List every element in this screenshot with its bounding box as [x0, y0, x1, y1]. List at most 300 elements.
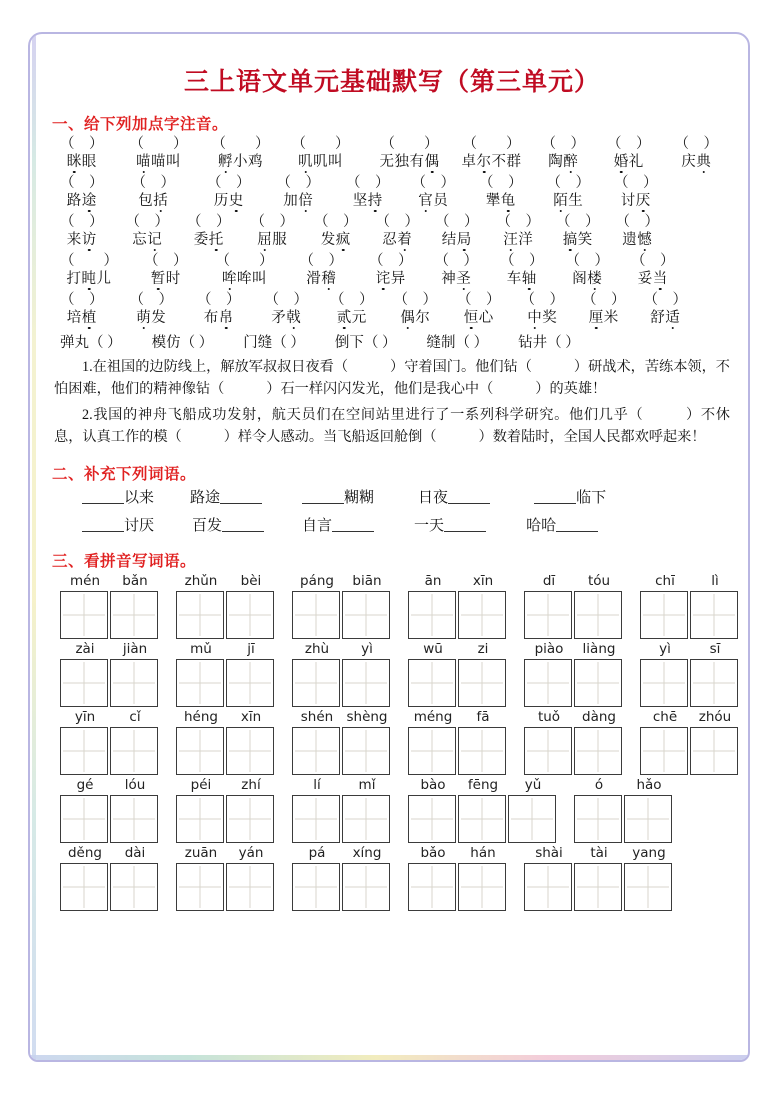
paragraph-text: ）石一样闪闪发光，他们是我心中（ — [266, 381, 494, 397]
tianzige-group — [60, 659, 160, 707]
pinyin-syllable: xíng — [352, 845, 382, 861]
pinyin-syllable: pá — [308, 845, 326, 861]
answer-parentheses[interactable]: （ ） — [363, 335, 397, 351]
tianzige-cell[interactable] — [110, 591, 158, 639]
tianzige-cell[interactable] — [226, 591, 274, 639]
pinyin-annotation-item — [132, 175, 176, 211]
tianzige-cell[interactable] — [640, 591, 688, 639]
answer-underline[interactable] — [534, 488, 576, 504]
answer-parentheses[interactable]: （ ） — [60, 253, 118, 269]
tianzige-group — [408, 863, 508, 911]
answer-parentheses[interactable]: （ ） — [541, 136, 585, 152]
tianzige-cell[interactable] — [342, 795, 390, 843]
pinyin-annotation-item — [265, 292, 309, 328]
pinyin-group — [640, 573, 740, 590]
pinyin-annotation-item — [435, 253, 479, 289]
tianzige-cell[interactable] — [574, 863, 622, 911]
pinyin-syllable: méng — [413, 709, 453, 725]
answer-parentheses[interactable]: （ ） — [380, 136, 439, 152]
pinyin-syllable: xīn — [240, 709, 262, 725]
spacer — [486, 514, 526, 535]
pinyin-syllable: liàng — [582, 641, 616, 657]
annotated-word: 坚持 — [352, 193, 383, 209]
word-completion-rows — [52, 486, 732, 535]
pinyin-syllable: fēng — [467, 777, 499, 793]
pinyin-group — [524, 573, 624, 590]
answer-parentheses[interactable]: （ ） — [369, 253, 413, 269]
pinyin-annotation-row — [52, 136, 732, 172]
pinyin-group — [60, 641, 160, 658]
spacer — [154, 486, 190, 507]
answer-underline[interactable] — [332, 516, 374, 532]
annotated-word: 培植 — [66, 310, 97, 326]
spacer — [264, 514, 302, 535]
tianzige-cell[interactable] — [60, 795, 108, 843]
tianzige-group — [408, 727, 508, 775]
pinyin-syllable: héng — [184, 709, 218, 725]
tianzige-cell[interactable] — [408, 659, 456, 707]
tianzige-cell[interactable] — [176, 659, 224, 707]
annotated-word: 卓尔不群 — [461, 154, 522, 170]
pinyin-syllable: shèng — [346, 709, 388, 725]
tianzige-cell[interactable] — [292, 727, 340, 775]
pinyin-annotation-item — [542, 136, 586, 172]
pinyin-syllable: páng — [300, 573, 334, 589]
pinyin-group — [176, 777, 276, 794]
pinyin-inline-item[interactable]: 弹丸（ ） — [60, 335, 122, 351]
annotated-word: 加倍 — [283, 193, 314, 209]
answer-parentheses[interactable]: （ ） — [330, 292, 374, 308]
word-completion-item[interactable] — [190, 486, 262, 507]
tianzige-cell[interactable] — [574, 795, 622, 843]
pinyin-annotation-item — [500, 253, 544, 289]
pinyin-annotation-row — [52, 253, 732, 289]
answer-parentheses[interactable]: （ ） — [125, 214, 169, 230]
paragraph-text: ）数着陆时，全国人民都欢呼起来！ — [478, 429, 706, 445]
answer-underline[interactable] — [82, 488, 124, 504]
pinyin-syllable: dī — [542, 573, 556, 589]
word-text: 百发 — [192, 518, 223, 534]
answer-underline[interactable] — [556, 516, 598, 532]
answer-parentheses[interactable]: （ ） — [211, 136, 270, 152]
pinyin-annotation-item — [479, 175, 523, 211]
answer-parentheses[interactable]: （ ） — [411, 175, 455, 191]
answer-underline[interactable] — [220, 488, 262, 504]
answer-parentheses[interactable]: （ ） — [375, 214, 419, 230]
spacer — [262, 486, 302, 507]
paragraph-text: ）的英雄！ — [535, 381, 607, 397]
tianzige-group — [640, 659, 740, 707]
pinyin-annotation-item — [130, 292, 174, 328]
answer-parentheses[interactable]: （ ） — [607, 136, 651, 152]
tianzige-cell[interactable] — [408, 795, 456, 843]
pinyin-annotation-row — [52, 214, 732, 250]
fill-blank-paragraph-2 — [52, 404, 732, 448]
answer-underline[interactable] — [444, 516, 486, 532]
answer-parentheses[interactable]: （ ） — [60, 136, 104, 152]
tianzige-cell[interactable] — [508, 795, 556, 843]
answer-parentheses[interactable]: （ ） — [187, 214, 231, 230]
paragraph-text: ）研战术，苦练本领，不怕困难，他们的精神像钻（ — [54, 359, 730, 397]
pinyin-syllable: wū — [423, 641, 443, 657]
answer-parentheses[interactable]: （ ） — [144, 253, 188, 269]
answer-parentheses[interactable]: （ ） — [582, 292, 626, 308]
tianzige-cell[interactable] — [110, 727, 158, 775]
pinyin-syllable: yì — [361, 641, 373, 657]
pinyin-syllable: lì — [711, 573, 719, 589]
annotated-word: 忘记 — [132, 232, 163, 248]
word-completion-row — [52, 486, 732, 507]
pinyin-writing-grid — [52, 573, 732, 911]
tianzige-group — [292, 659, 392, 707]
pinyin-syllable: hǎo — [636, 777, 662, 793]
answer-parentheses[interactable]: （ ） — [89, 335, 122, 351]
pinyin-group — [640, 709, 740, 726]
tianzige-cell[interactable] — [408, 727, 456, 775]
pinyin-annotation-item — [376, 214, 420, 250]
pinyin-syllable: hán — [470, 845, 496, 861]
answer-parentheses[interactable]: （ ） — [520, 292, 564, 308]
tianzige-cell[interactable] — [226, 659, 274, 707]
word-completion-item[interactable] — [418, 486, 490, 507]
answer-parentheses[interactable]: （ ） — [215, 253, 274, 269]
answer-parentheses[interactable]: （ ） — [314, 214, 358, 230]
word-text: 讨厌 — [124, 518, 155, 534]
answer-parentheses[interactable]: （ ） — [393, 292, 437, 308]
annotated-word: 暂时 — [150, 271, 181, 287]
pinyin-syllable: yán — [238, 845, 264, 861]
annotated-word: 结局 — [441, 232, 472, 248]
tianzige-cell[interactable] — [640, 727, 688, 775]
tianzige-cell[interactable] — [458, 863, 506, 911]
pinyin-syllable: xīn — [472, 573, 494, 589]
annotated-word: 孵小鸡 — [218, 154, 263, 170]
tianzige-cell[interactable] — [292, 659, 340, 707]
pinyin-group — [60, 777, 160, 794]
pinyin-inline-item[interactable]: 钻井（ ） — [518, 335, 580, 351]
pinyin-annotation-item — [300, 253, 344, 289]
tianzige-cell[interactable] — [226, 727, 274, 775]
answer-parentheses[interactable]: （ ） — [250, 214, 294, 230]
pinyin-group — [524, 641, 624, 658]
tianzige-cell[interactable] — [574, 591, 622, 639]
answer-parentheses[interactable]: （ ） — [565, 253, 609, 269]
pinyin-group — [640, 641, 740, 658]
pinyin-annotation-item — [144, 253, 188, 289]
annotated-word: 布帛 — [203, 310, 234, 326]
tianzige-group — [292, 863, 392, 911]
annotated-word: 叽叽叫 — [298, 154, 343, 170]
word-text: 日夜 — [418, 490, 449, 506]
answer-parentheses[interactable]: （ ） — [207, 175, 251, 191]
pinyin-annotation-item — [251, 214, 295, 250]
annotated-word: 喵喵叫 — [136, 154, 181, 170]
annotated-word: 屈服 — [257, 232, 288, 248]
tianzige-group — [292, 727, 392, 775]
annotated-word: 委托 — [193, 232, 224, 248]
pinyin-group — [292, 573, 392, 590]
tianzige-cell[interactable] — [60, 863, 108, 911]
pinyin-annotation-item — [126, 214, 170, 250]
tianzige-cell[interactable] — [176, 795, 224, 843]
answer-parentheses[interactable]: （ ） — [455, 335, 489, 351]
annotated-word: 忍着 — [382, 232, 413, 248]
word-completion-item[interactable] — [534, 486, 606, 507]
annotated-word: 陌生 — [553, 193, 584, 209]
tianzige-cell[interactable] — [690, 591, 738, 639]
tianzige-group — [524, 659, 624, 707]
answer-parentheses[interactable]: （ ） — [272, 335, 305, 351]
pinyin-syllable: yì — [659, 641, 671, 657]
pinyin-annotation-item — [369, 253, 413, 289]
pinyin-syllable: yīn — [74, 709, 96, 725]
tianzige-cell[interactable] — [60, 659, 108, 707]
paragraph-text: ）样令人感动。当飞船返回舱倒（ — [223, 429, 437, 445]
tianzige-cell[interactable] — [640, 659, 688, 707]
tianzige-group — [524, 591, 624, 639]
answer-underline[interactable] — [302, 488, 344, 504]
word-text: 临下 — [576, 490, 607, 506]
tianzige-cell[interactable] — [408, 591, 456, 639]
pinyin-syllable: děng — [67, 845, 102, 861]
answer-parentheses[interactable]: （ ） — [276, 175, 320, 191]
pinyin-syllable: zhù — [304, 641, 330, 657]
tianzige-group — [292, 591, 392, 639]
word-completion-item[interactable] — [414, 514, 486, 535]
tianzige-cell[interactable] — [624, 863, 672, 911]
pinyin-annotation-item — [60, 292, 104, 328]
answer-parentheses[interactable]: （ ） — [643, 292, 687, 308]
tianzige-group — [408, 591, 508, 639]
word-completion-item[interactable] — [302, 486, 374, 507]
pinyin-syllable: lí — [313, 777, 321, 793]
answer-parentheses[interactable]: （ ） — [60, 175, 104, 191]
answer-parentheses[interactable]: （ ） — [129, 136, 188, 152]
tianzige-cell[interactable] — [110, 863, 158, 911]
tianzige-cell[interactable] — [624, 795, 672, 843]
word-text: 糊糊 — [344, 490, 375, 506]
answer-parentheses[interactable]: （ ） — [547, 335, 580, 351]
answer-parentheses[interactable]: （ ） — [131, 175, 175, 191]
tianzige-cell[interactable] — [458, 659, 506, 707]
tianzige-group — [176, 795, 276, 843]
word-completion-item[interactable] — [192, 514, 264, 535]
pinyin-inline-item[interactable]: 门缝（ ） — [243, 335, 305, 351]
answer-parentheses[interactable]: （ ） — [60, 214, 104, 230]
pinyin-annotation-row — [52, 175, 732, 211]
pinyin-annotation-item — [631, 253, 675, 289]
annotated-word: 犟龟 — [485, 193, 516, 209]
pinyin-annotation-item — [380, 136, 440, 172]
answer-parentheses[interactable]: （ ） — [500, 253, 544, 269]
annotated-word: 眯眼 — [66, 154, 97, 170]
tianzige-cell[interactable] — [176, 727, 224, 775]
pinyin-group — [524, 845, 674, 862]
pinyin-annotation-item — [60, 136, 104, 172]
pinyin-annotation-item — [330, 292, 374, 328]
pinyin-syllable: mén — [69, 573, 100, 589]
tianzige-group — [60, 795, 160, 843]
annotated-word: 矛戟 — [271, 310, 302, 326]
pinyin-syllable: bǎo — [420, 845, 446, 861]
answer-parentheses[interactable]: （ ） — [180, 335, 214, 351]
pinyin-syllable: yang — [632, 845, 666, 861]
answer-parentheses[interactable]: （ ） — [299, 253, 343, 269]
annotated-word: 萌发 — [136, 310, 167, 326]
pinyin-syllable: sī — [709, 641, 721, 657]
tianzige-cell[interactable] — [292, 863, 340, 911]
pinyin-annotation-row — [52, 292, 732, 328]
tianzige-cell[interactable] — [110, 659, 158, 707]
tianzige-cell[interactable] — [342, 659, 390, 707]
worksheet-page — [28, 32, 750, 1062]
answer-parentheses[interactable]: （ ） — [291, 136, 350, 152]
pinyin-annotation-item — [616, 214, 660, 250]
answer-parentheses[interactable]: （ ） — [462, 136, 521, 152]
word-completion-item[interactable] — [302, 514, 374, 535]
word-completion-item[interactable] — [82, 486, 154, 507]
spacer — [154, 514, 192, 535]
tianzige-group — [176, 659, 276, 707]
pinyin-syllable: zi — [477, 641, 489, 657]
tianzige-cell[interactable] — [524, 727, 572, 775]
answer-parentheses[interactable]: （ ） — [346, 175, 390, 191]
answer-parentheses[interactable]: （ ） — [264, 292, 308, 308]
answer-parentheses[interactable]: （ ） — [435, 214, 479, 230]
tianzige-cell[interactable] — [110, 795, 158, 843]
answer-underline[interactable] — [222, 516, 264, 532]
tianzige-group — [176, 591, 276, 639]
pinyin-syllable: dàng — [582, 709, 616, 725]
word-completion-item[interactable] — [82, 514, 154, 535]
annotated-word: 妥当 — [637, 271, 668, 287]
pinyin-syllable: yǔ — [524, 777, 542, 793]
pinyin-annotation-item — [457, 292, 501, 328]
tianzige-group — [176, 863, 276, 911]
answer-underline[interactable] — [448, 488, 490, 504]
pinyin-syllable: shài — [535, 845, 563, 861]
pinyin-annotation-item — [435, 214, 479, 250]
page-title: 三上语文单元基础默写（第三单元） — [183, 69, 600, 96]
section-1-heading: 一、给下列加点字注音。 — [52, 116, 229, 133]
tianzige-cell[interactable] — [574, 727, 622, 775]
pinyin-group — [60, 845, 160, 862]
pinyin-annotation-item — [60, 253, 118, 289]
tianzige-cell[interactable] — [342, 863, 390, 911]
tianzige-cell[interactable] — [524, 659, 572, 707]
pinyin-group — [176, 709, 276, 726]
tianzige-cell[interactable] — [226, 863, 274, 911]
answer-parentheses[interactable]: （ ） — [614, 175, 658, 191]
tianzige-cell[interactable] — [60, 727, 108, 775]
pinyin-inline-item[interactable]: 倒下（ ） — [334, 335, 397, 351]
pinyin-syllable: zuān — [184, 845, 218, 861]
pinyin-syllable: mǐ — [358, 777, 376, 793]
tianzige-cell[interactable] — [524, 863, 572, 911]
pinyin-syllable: zhóu — [698, 709, 732, 725]
annotated-word: 历史 — [213, 193, 244, 209]
pinyin-syllable: jī — [247, 641, 255, 657]
tianzige-cell[interactable] — [408, 863, 456, 911]
tianzige-cell[interactable] — [690, 659, 738, 707]
answer-parentheses[interactable]: （ ） — [674, 136, 718, 152]
section-2-heading: 二、补充下列词语。 — [52, 466, 197, 483]
tianzige-cell[interactable] — [226, 795, 274, 843]
answer-parentheses[interactable]: （ ） — [197, 292, 241, 308]
tianzige-group — [176, 727, 276, 775]
answer-underline[interactable] — [82, 516, 124, 532]
pinyin-inline-item[interactable]: 缝制（ ） — [426, 335, 489, 351]
pinyin-annotation-item — [412, 175, 456, 211]
tianzige-cell[interactable] — [690, 727, 738, 775]
pinyin-annotation-item — [60, 175, 104, 211]
answer-parentheses[interactable]: （ ） — [546, 175, 590, 191]
pinyin-label-row — [60, 641, 732, 658]
pinyin-syllable: bǎn — [122, 573, 148, 589]
tianzige-cell[interactable] — [458, 727, 506, 775]
tianzige-cell[interactable] — [60, 591, 108, 639]
answer-parentheses[interactable]: （ ） — [60, 292, 104, 308]
tianzige-cell[interactable] — [292, 795, 340, 843]
answer-parentheses[interactable]: （ ） — [434, 253, 478, 269]
tianzige-cell[interactable] — [458, 795, 506, 843]
tianzige-cell[interactable] — [342, 591, 390, 639]
fill-blank-paragraph-1 — [52, 356, 732, 400]
tianzige-cell[interactable] — [342, 727, 390, 775]
pinyin-annotation-item — [607, 136, 651, 172]
tianzige-cell[interactable] — [574, 659, 622, 707]
pinyin-syllable: mǔ — [190, 641, 212, 657]
word-completion-item[interactable] — [526, 514, 598, 535]
pinyin-group — [408, 709, 508, 726]
answer-parentheses[interactable]: （ ） — [479, 175, 523, 191]
answer-parentheses[interactable]: （ ） — [457, 292, 501, 308]
annotated-word: 哞哞叫 — [222, 271, 267, 287]
pinyin-syllable: ó — [594, 777, 604, 793]
pinyin-annotation-item — [497, 214, 541, 250]
tianzige-cell[interactable] — [176, 863, 224, 911]
answer-parentheses[interactable]: （ ） — [631, 253, 675, 269]
pinyin-syllable: péi — [190, 777, 212, 793]
annotated-word: 打盹儿 — [66, 271, 112, 287]
pinyin-syllable: lóu — [124, 777, 146, 793]
tianzige-row — [60, 727, 732, 775]
answer-parentheses[interactable]: （ ） — [556, 214, 600, 230]
tianzige-cell[interactable] — [524, 591, 572, 639]
pinyin-group — [408, 641, 508, 658]
answer-parentheses[interactable]: （ ） — [129, 292, 173, 308]
annotated-word: 诧异 — [375, 271, 406, 287]
tianzige-cell[interactable] — [458, 591, 506, 639]
tianzige-row — [60, 863, 732, 911]
pinyin-annotation-item — [547, 175, 591, 211]
answer-parentheses[interactable]: （ ） — [615, 214, 659, 230]
annotated-word: 偶尔 — [400, 310, 431, 326]
tianzige-cell[interactable] — [176, 591, 224, 639]
pinyin-group — [60, 573, 160, 590]
pinyin-annotation-item — [187, 214, 231, 250]
pinyin-inline-row — [52, 331, 732, 352]
pinyin-inline-item[interactable]: 模仿（ ） — [151, 335, 214, 351]
word-text: 路途 — [190, 490, 221, 506]
pinyin-syllable: biān — [352, 573, 382, 589]
pinyin-syllable: tài — [590, 845, 608, 861]
pinyin-annotation-item — [556, 214, 600, 250]
tianzige-cell[interactable] — [292, 591, 340, 639]
pinyin-group — [176, 845, 276, 862]
answer-parentheses[interactable]: （ ） — [496, 214, 540, 230]
annotated-word: 陶醉 — [548, 154, 579, 170]
